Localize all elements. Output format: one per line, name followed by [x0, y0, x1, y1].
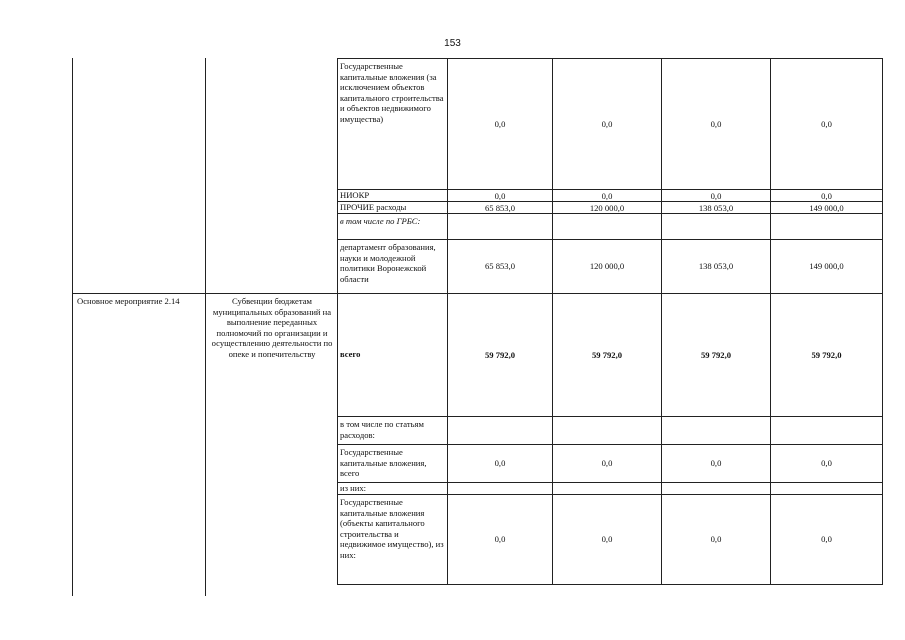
- value-niokr-col-4: 0,0: [821, 191, 832, 201]
- value-other-col-2: 120 000,0: [589, 203, 625, 213]
- row-label-gov-invest-objects: Государственные капитальные вложения (объекты капитального строительства и недвижимое имущество), из них:: [340, 497, 444, 560]
- value-total-col-2: 59 792,0: [591, 349, 623, 360]
- value-niokr-col-2: 0,0: [601, 191, 613, 201]
- value-niokr-col-1: 0,0: [494, 191, 506, 201]
- value-total-col-1: 59 792,0: [484, 349, 516, 360]
- value-of-them-col-1: [448, 483, 552, 495]
- value-dept-col-1: 65 853,0: [484, 261, 516, 272]
- measure-name: Основное мероприятие 2.14: [77, 296, 180, 306]
- row-label-gov-invest-total: Государственные капитальные вложения, всего: [340, 447, 427, 479]
- value-gov-invest-excl-col-2: 0,0: [601, 118, 613, 129]
- value-incl-grbs-col-1: [448, 214, 552, 239]
- value-of-them-col-3: [662, 483, 770, 495]
- value-gov-invest-total-col-4: 0,0: [821, 458, 832, 469]
- row-label-incl-articles: в том числе по статьям расходов:: [340, 419, 424, 440]
- row-label-incl-grbs: в том числе по ГРБС:: [340, 216, 421, 226]
- value-niokr-col-3: 0,0: [710, 191, 722, 201]
- row-label-niokr: НИОКР: [340, 190, 370, 200]
- value-gov-invest-objects-col-3: 0,0: [710, 534, 722, 545]
- row-label-of-them: из них:: [340, 483, 367, 493]
- border-col-8-left: [882, 58, 883, 584]
- page-number: 153: [444, 38, 461, 49]
- border-col-1-left: [72, 58, 73, 596]
- value-dept-col-4: 149 000,0: [809, 261, 844, 272]
- row-label-total: всего: [340, 349, 361, 360]
- value-incl-grbs-col-3: [662, 214, 770, 239]
- value-gov-invest-objects-col-2: 0,0: [601, 534, 613, 545]
- value-gov-invest-excl-col-3: 0,0: [710, 118, 722, 129]
- value-gov-invest-total-col-1: 0,0: [494, 458, 506, 469]
- value-other-col-1: 65 853,0: [484, 203, 516, 213]
- value-other-col-3: 138 053,0: [698, 203, 734, 213]
- value-gov-invest-objects-col-1: 0,0: [494, 534, 506, 545]
- value-other-col-4: 149 000,0: [809, 203, 844, 213]
- row-label-dept: департамент образования, науки и молодежной политики Воронежской области: [340, 242, 436, 284]
- value-incl-articles-col-1: [448, 417, 552, 444]
- value-gov-invest-excl-col-4: 0,0: [821, 118, 832, 129]
- row-label-gov-invest-excl: Государственные капитальные вложения (за исключением объектов капитального строительства и объектов недвижимого имущества): [340, 61, 444, 124]
- value-gov-invest-excl-col-1: 0,0: [494, 118, 506, 129]
- value-incl-grbs-col-2: [553, 214, 661, 239]
- value-dept-col-2: 120 000,0: [589, 261, 625, 272]
- value-total-col-3: 59 792,0: [700, 349, 732, 360]
- value-of-them-col-2: [553, 483, 661, 495]
- value-gov-invest-objects-col-4: 0,0: [821, 534, 832, 545]
- value-incl-articles-col-2: [553, 417, 661, 444]
- value-incl-articles-col-3: [662, 417, 770, 444]
- value-gov-invest-total-col-3: 0,0: [710, 458, 722, 469]
- value-gov-invest-total-col-2: 0,0: [601, 458, 613, 469]
- value-total-col-4: 59 792,0: [811, 349, 842, 360]
- measure-description: Субвенции бюджетам муниципальных образований на выполнение переданных полномочий по организации и осуществлению деятельности по опеке и попечительству: [211, 296, 333, 359]
- value-dept-col-3: 138 053,0: [698, 261, 734, 272]
- row-label-other: ПРОЧИЕ расходы: [340, 202, 407, 212]
- value-incl-articles-col-4: [771, 417, 882, 444]
- value-incl-grbs-col-4: [771, 214, 882, 239]
- value-of-them-col-4: [771, 483, 882, 495]
